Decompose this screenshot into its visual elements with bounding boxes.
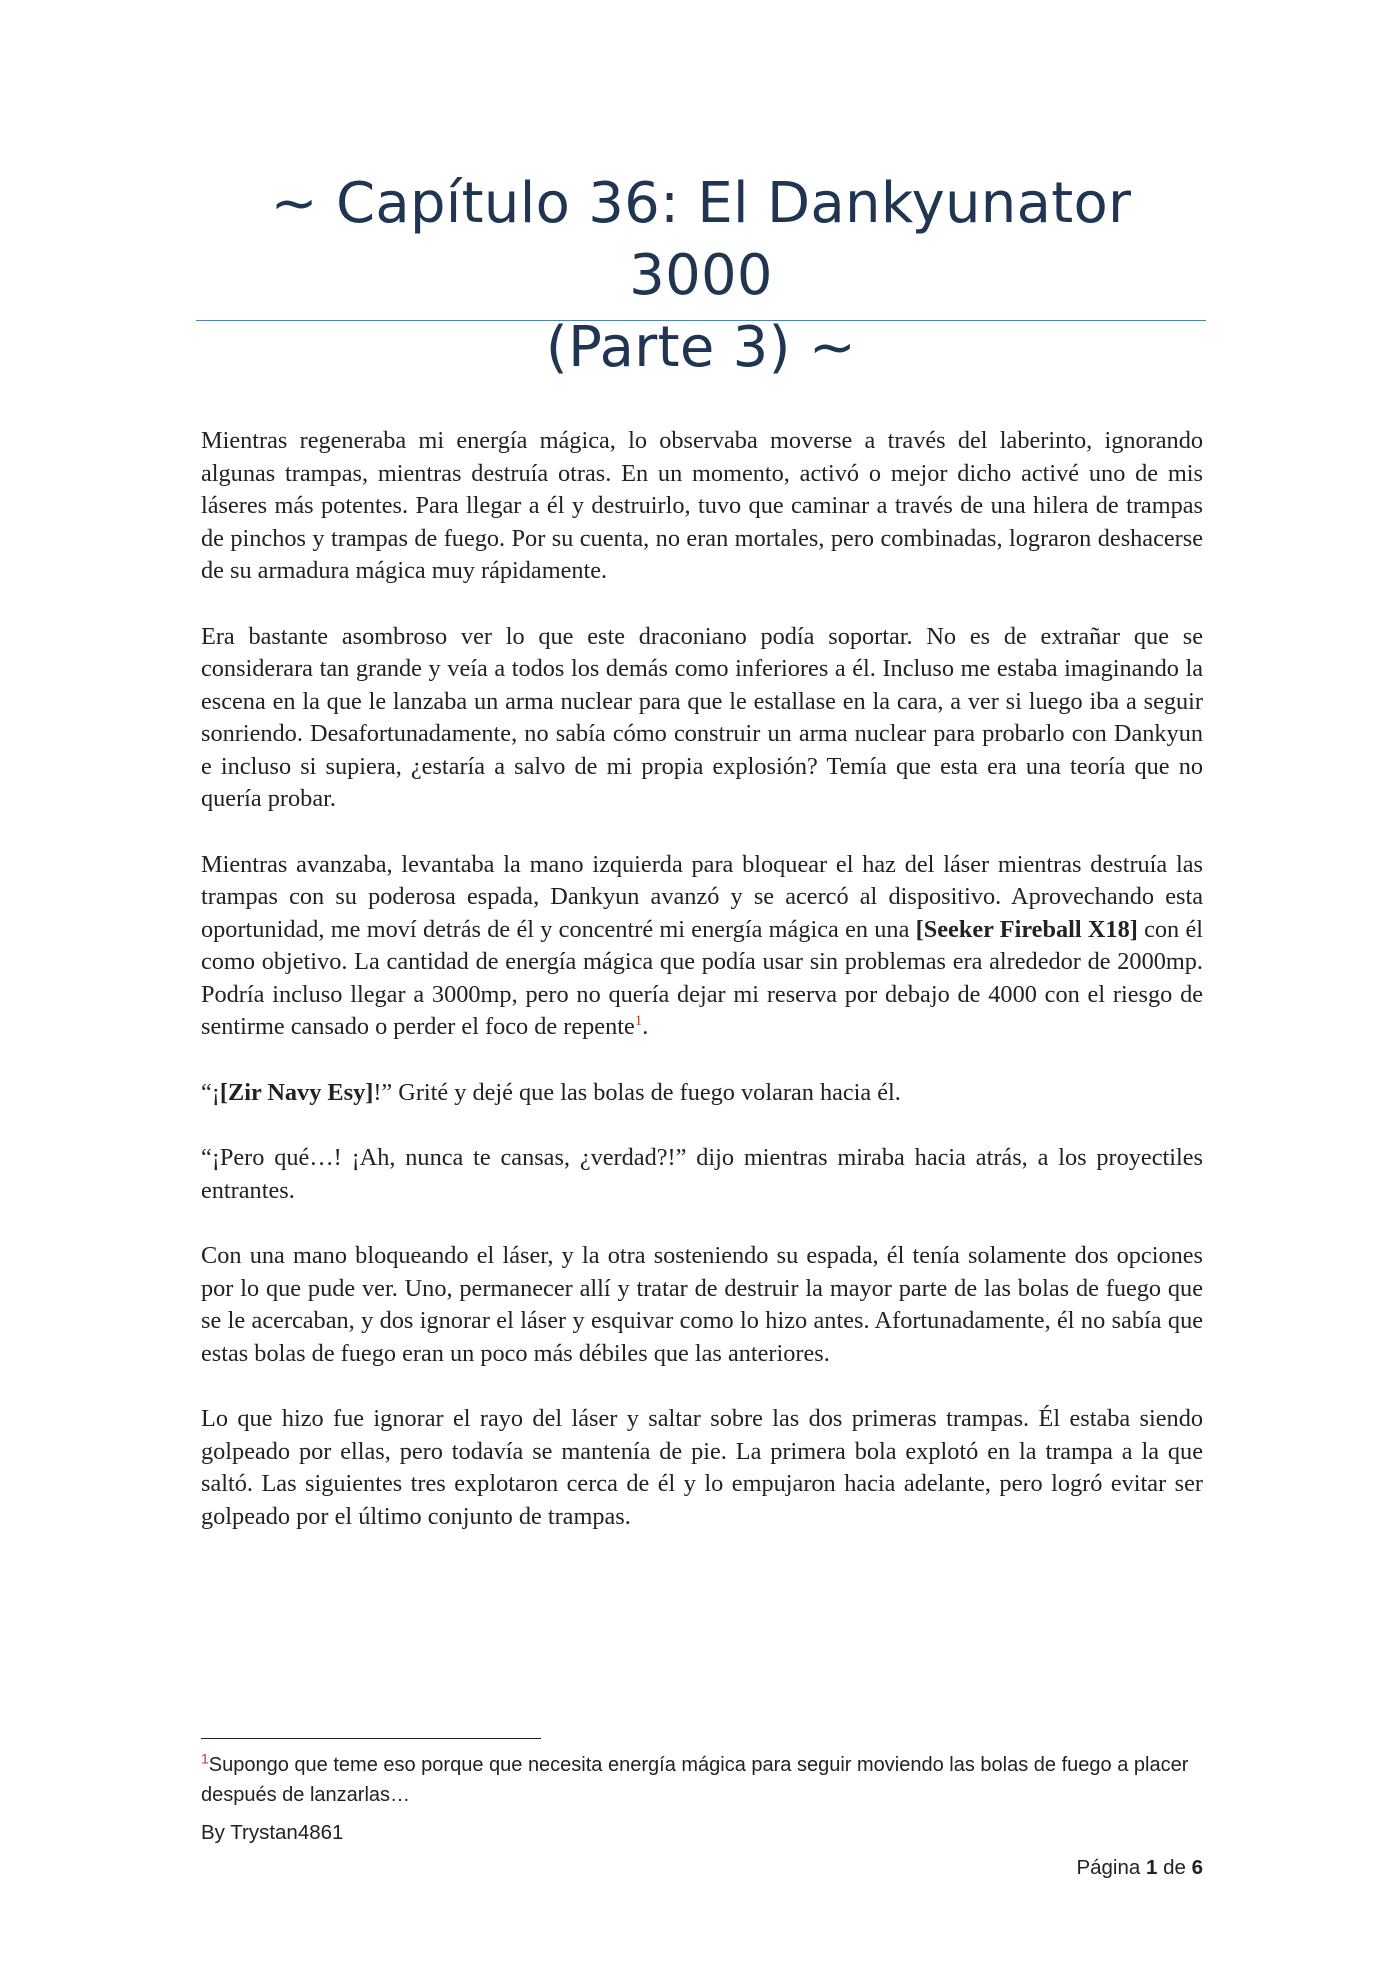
- chapter-body: [201, 425, 1203, 1566]
- footnote-number: 1: [201, 1750, 209, 1767]
- chapter-title-line-2: (Parte 3) ~: [545, 315, 857, 380]
- page-number-prefix: Página: [1076, 1856, 1146, 1879]
- chapter-title: [196, 168, 1206, 384]
- paragraph-3-end: .: [642, 1013, 649, 1040]
- page-number: [1076, 1853, 1203, 1883]
- paragraph-3-text-a: Mientras avanzaba, levantaba la mano izquierda para bloquear el haz del láser mientras destruía las trampas con su poderosa espada, Dankyun avanzó y se acercó al dispositivo. Aprovechando esta oportunidad, me moví detrás de él y concentré mi energía mágica en una: [201, 850, 1203, 943]
- paragraph-4-text: !” Grité y dejé que las bolas de fuego volaran hacia él.: [373, 1078, 901, 1106]
- author-byline: By Trystan4861: [201, 1821, 344, 1844]
- title-underline: [196, 320, 1206, 321]
- spell-name-seeker-fireball: [Seeker Fireball X18]: [915, 915, 1138, 943]
- spell-name-zir-navy-esy: [Zir Navy Esy]: [219, 1078, 374, 1106]
- footnote-reference[interactable]: 1: [634, 1012, 643, 1029]
- paragraph-7: Lo que hizo fue ignorar el rayo del láser y saltar sobre las dos primeras trampas. Él estaba siendo golpeado por ellas, pero todavía se mantenía de pie. La primera bola explotó en la trampa a la que saltó. Las siguientes tres explotaron cerca de él y lo empujaron hacia adelante, pero logró evitar ser golpeado por el último conjunto de trampas.: [201, 1405, 1203, 1530]
- paragraph-3-text-b: con él como objetivo. La cantidad de energía mágica que podía usar sin problemas era alrededor de 2000mp. Podría incluso llegar a 3000mp, pero no quería dejar mi reserva por debajo de 4000 con el riesgo de sentirme cansado o perder el foco de repente: [201, 915, 1203, 1040]
- paragraph-3: [201, 849, 1203, 1044]
- paragraph-5: “¡Pero qué…! ¡Ah, nunca te cansas, ¿verdad?!” dijo mientras miraba hacia atrás, a los proyectiles entrantes.: [201, 1144, 1203, 1204]
- page-number-total: 6: [1191, 1856, 1203, 1879]
- paragraph-4-open: “¡: [201, 1078, 220, 1106]
- footnote: [201, 1750, 1203, 1810]
- paragraph-4: [201, 1077, 1203, 1110]
- page-number-current: 1: [1145, 1856, 1158, 1879]
- paragraph-2: Era bastante asombroso ver lo que este draconiano podía soportar. No es de extrañar que se considerara tan grande y veía a todos los demás como inferiores a él. Incluso me estaba imaginando la escena en la que le lanzaba un arma nuclear para que le estallase en la cara, a ver si luego iba a seguir sonriendo. Desafortunadamente, no sabía cómo construir un arma nuclear para probarlo con Dankyun e incluso si supiera, ¿estaría a salvo de mi propia explosión? Temía que esta era una teoría que no quería probar.: [201, 622, 1203, 812]
- footnote-separator: [201, 1738, 541, 1739]
- footnote-text: Supongo que teme eso porque que necesita energía mágica para seguir moviendo las bolas de fuego a placer después de lanzarlas…: [201, 1754, 1189, 1806]
- paragraph-6: Con una mano bloqueando el láser, y la otra sosteniendo su espada, él tenía solamente dos opciones por lo que pude ver. Uno, permanecer allí y tratar de destruir la mayor parte de las bolas de fuego que se le acercaban, y dos ignorar el láser y esquivar como lo hizo antes. Afortunadamente, él no sabía que estas bolas de fuego eran un poco más débiles que las anteriores.: [201, 1242, 1203, 1367]
- paragraph-1: Mientras regeneraba mi energía mágica, lo observaba moverse a través del laberinto, ignorando algunas trampas, mientras destruía otras. En un momento, activó o mejor dicho activé uno de mis láseres más potentes. Para llegar a él y destruirlo, tuvo que caminar a través de una hilera de trampas de pinchos y trampas de fuego. Por su cuenta, no eran mortales, pero combinadas, lograron deshacerse de su armadura mágica muy rápidamente.: [201, 427, 1203, 584]
- page-number-middle: de: [1157, 1856, 1192, 1879]
- chapter-title-line-1: ~ Capítulo 36: El Dankyunator 3000: [270, 171, 1132, 308]
